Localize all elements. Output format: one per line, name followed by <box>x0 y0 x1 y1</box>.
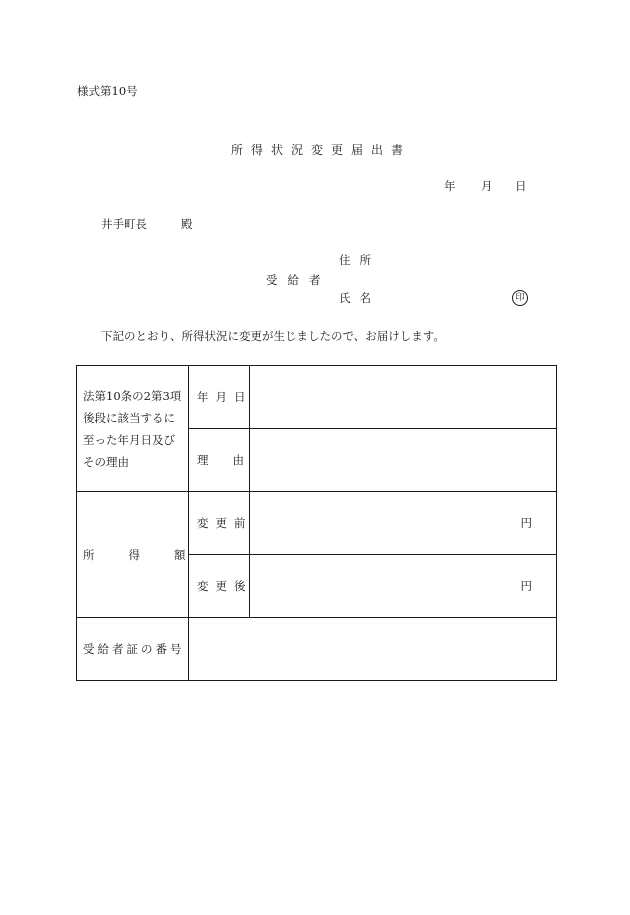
yen-unit: 円 <box>520 579 532 593</box>
law-clause-line: 至った年月日及び <box>83 432 175 447</box>
law-clause-line: その理由 <box>83 454 129 469</box>
before-change-amount-field[interactable] <box>250 492 557 555</box>
reason-field-label: 理由 <box>189 429 250 492</box>
date-field-label: 年月日 <box>189 366 250 429</box>
date-month-label: 月 <box>481 179 493 193</box>
certificate-number-label: 受給者証の番号 <box>77 618 189 681</box>
intro-text: 下記のとおり、所得状況に変更が生じましたので、お届けします。 <box>101 329 445 343</box>
law-clause-label <box>77 366 189 492</box>
income-label-char: 額 <box>174 547 186 562</box>
income-label-char: 得 <box>128 547 140 562</box>
address-label: 住所 <box>339 253 380 267</box>
date-day-label: 日 <box>515 179 527 193</box>
form-table <box>76 365 557 681</box>
after-change-amount-field[interactable] <box>250 555 557 618</box>
addressee-honorific: 殿 <box>181 217 193 231</box>
income-label-char: 所 <box>83 547 95 562</box>
reason-field[interactable] <box>250 429 557 492</box>
seal-mark-icon: 印 <box>512 290 528 306</box>
law-clause-line: 後段に該当するに <box>83 410 175 425</box>
addressee-name: 井手町長 <box>101 217 147 231</box>
form-title: 所得状況変更届出書 <box>231 143 412 157</box>
date-field[interactable] <box>250 366 557 429</box>
after-change-label: 変更後 <box>189 555 250 618</box>
law-clause-line: 法第10条の2第3項 <box>83 388 182 403</box>
income-label <box>77 492 189 618</box>
name-label: 氏名 <box>339 291 380 305</box>
form-number: 様式第10号 <box>77 84 138 98</box>
certificate-number-field[interactable] <box>189 618 557 681</box>
date-year-label: 年 <box>444 179 456 193</box>
recipient-label: 受給者 <box>266 273 331 287</box>
before-change-label: 変更前 <box>189 492 250 555</box>
yen-unit: 円 <box>520 516 532 530</box>
